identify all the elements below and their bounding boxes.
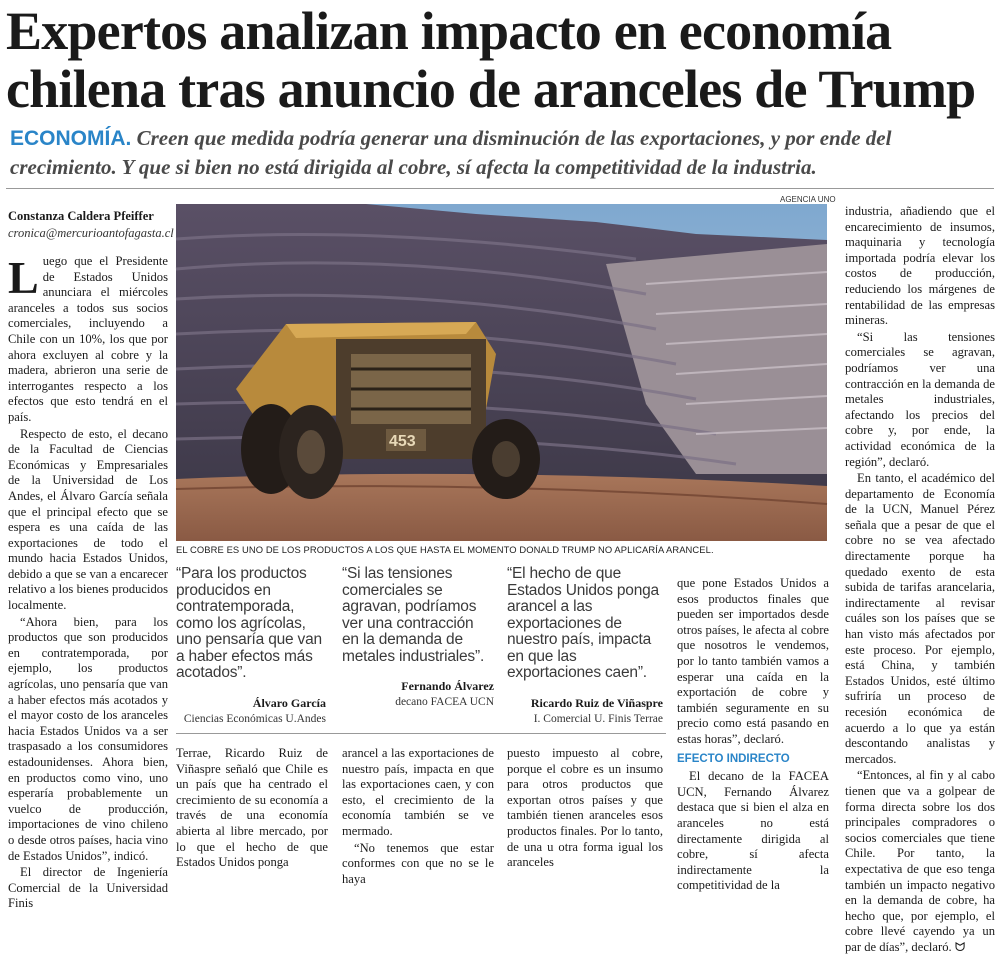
byline-email[interactable]: cronica@mercurioantofagasta.cl bbox=[8, 226, 174, 240]
quote-role: I. Comercial U. Finis Terrae bbox=[533, 712, 663, 725]
quote-role: Ciencias Económicas U.Andes bbox=[183, 712, 326, 725]
photo-credit: AGENCIA UNO bbox=[780, 195, 836, 204]
article-column-5 bbox=[677, 576, 829, 895]
mining-truck-illustration bbox=[176, 204, 827, 541]
truck-number: 453 bbox=[389, 433, 416, 450]
quote-author: Fernando Álvarez bbox=[401, 679, 494, 693]
article-column-6 bbox=[845, 204, 995, 957]
paragraph: El decano de la FACEA UCN, Fernando Álvarez destaca que si bien el alza en aranceles no está directamente dirigida al cobre, sí afecta indirectamente la competitividad de la bbox=[677, 769, 829, 893]
end-mark-icon: ᗢ bbox=[954, 939, 966, 954]
section-label: ECONOMÍA. bbox=[10, 127, 132, 150]
lead-paragraph bbox=[10, 124, 990, 182]
article-column-4 bbox=[507, 746, 663, 872]
paragraph: Luego que el Presidente de Estados Unidos anunciara el miércoles aranceles a todos sus socios comerciales, incluyendo a Chile con un 10%, los que por ahora excluyen al cobre y la madera, abrieron una serie de interrogantes respecto a los efectos que esto tendrá en el país. bbox=[8, 252, 168, 424]
paragraph: “Entonces, al fin y al cabo tienen que va a golpear de forma directa sobre los dos principales compradores o socios comerciales que tiene Chile. Por tanto, la expectativa de que eso tenga también un impacto negativo en la demanda de cobre, ha hecho que, por ejemplo, el cobre llevé cayendo ya un par de días”, declaró. ᗢ bbox=[845, 768, 995, 954]
article-photo bbox=[176, 204, 827, 541]
quote-role: decano FACEA UCN bbox=[395, 696, 494, 708]
paragraph: El director de Ingeniería Comercial de la Universidad Finis bbox=[8, 865, 168, 911]
paragraph: que pone Estados Unidos a esos productos finales que pueden ser importados desde otros países, le afecta al cobre que nosotros le vendemos, por lo tanto también vamos a esperar una caída en la exportación de cobre y también seguramente en su precio como está pasando en estas horas”, declaró. bbox=[677, 576, 829, 746]
article-column-2 bbox=[176, 746, 328, 872]
lead-text: Creen que medida podría generar una disminución de las exportaciones, y por ende del crecimiento. Y que si bien no está dirigida al cobre, sí afecta la competitividad de la industria. bbox=[10, 126, 892, 179]
paragraph: industria, añadiendo que el encarecimiento de insumos, maquinaria y tecnología importada podría elevar los costos de producción, reduciendo los márgenes de rentabilidad de las empresas mineras. bbox=[845, 204, 995, 328]
paragraph: En tanto, el académico del departamento de Economía de la UCN, Manuel Pérez señala que a pesar de que el cobre no se vea afectado directamente porque ha quedado exento de esta subida de tarifas arancelaria, indirectamente al revisar cuáles son los países que se han visto más afectados por este proceso. Por ejemplo, está China, y también Estados Unidos, esté último sufriría un proceso de recesión económica de acuerdo a lo que ya están descontando analistas y mercados. bbox=[845, 471, 995, 766]
quote-text: “Si las tensiones comerciales se agravan, podríamos ver una contracción en la demanda de metales industriales”. bbox=[342, 565, 485, 665]
quote-text: “El hecho de que Estados Unidos ponga arancel a las exportaciones de nuestro país, impacta en que las exportaciones caen”. bbox=[507, 565, 659, 681]
article-column-3 bbox=[342, 746, 494, 888]
byline-author: Constanza Caldera Pfeiffer bbox=[8, 209, 154, 223]
paragraph: Terrae, Ricardo Ruiz de Viñaspre señaló que Chile es un país que ha centrado el crecimiento de su economía a través de una economía abierta al libre mercado, por lo que el hecho de que Estados Unidos ponga bbox=[176, 746, 328, 870]
pull-quote-3 bbox=[507, 566, 663, 725]
quote-author: Álvaro García bbox=[252, 695, 326, 710]
quote-text: “Para los productos producidos en contratemporada, como los agrícolas, uno pensaría que van a haber efectos más acotados”. bbox=[176, 565, 322, 681]
quote-author: Ricardo Ruiz de Viñaspre bbox=[530, 695, 663, 710]
byline bbox=[8, 208, 174, 242]
paragraph: Respecto de esto, el decano de la Facultad de Ciencias Económicas y Empresariales de la Universidad de Los Andes, el Álvaro García señala que el principal efecto que se espera es una caída de las exportaciones de todo el mundo hacia Estados Unidos, debido a que se van a encarecer relativo a los bienes producidos localmente. bbox=[8, 426, 168, 613]
paragraph: “Ahora bien, para los productos que son producidos en contratemporada, por ejemplo, los productos agrícolas, uno pensaría que van a haber efectos más acotados y el mayor costo de los aranceles hacia Estados Unidos va a ser traspasado a los consumidores estadounidenses. Ahora bien, en productos como vino, uno esperaría probablemente un vuelco de producción, importaciones de vino chileno o desde otros países, hacia vino de Estados Unidos”, indicó. bbox=[8, 614, 168, 863]
pull-quote-1 bbox=[176, 566, 326, 725]
paragraph: “No tenemos que estar conformes con que no se le haya bbox=[342, 840, 494, 886]
subhead: EFECTO INDIRECTO bbox=[677, 752, 790, 765]
paragraph: “Si las tensiones comerciales se agravan, podríamos ver una contracción en la demanda de metales industriales, afectando los precios del cobre y, por ende, la actividad económica de la región”, declaró. bbox=[845, 329, 995, 469]
paragraph: arancel a las exportaciones de nuestro país, impacta en que las exportaciones caen, y con esto, el crecimiento de la economía también se ve mermado. bbox=[342, 746, 494, 838]
headline: Expertos analizan impacto en economía chilena tras anuncio de aranceles de Trump bbox=[6, 1, 976, 119]
quotes-rule bbox=[176, 733, 666, 734]
article-column-1 bbox=[8, 254, 168, 913]
drop-cap: L bbox=[8, 252, 39, 303]
header-rule bbox=[6, 188, 994, 189]
pull-quote-2 bbox=[342, 566, 494, 708]
paragraph: puesto impuesto al cobre, porque el cobre es un insumo para otros productos que exportan otros países y que también tienen aranceles esos productos finales. Por lo tanto, de una u otra forma igual los aranceles bbox=[507, 746, 663, 870]
photo-caption: EL COBRE ES UNO DE LOS PRODUCTOS A LOS QUE HASTA EL MOMENTO DONALD TRUMP NO APLICARÍA ARANCEL. bbox=[176, 544, 714, 555]
